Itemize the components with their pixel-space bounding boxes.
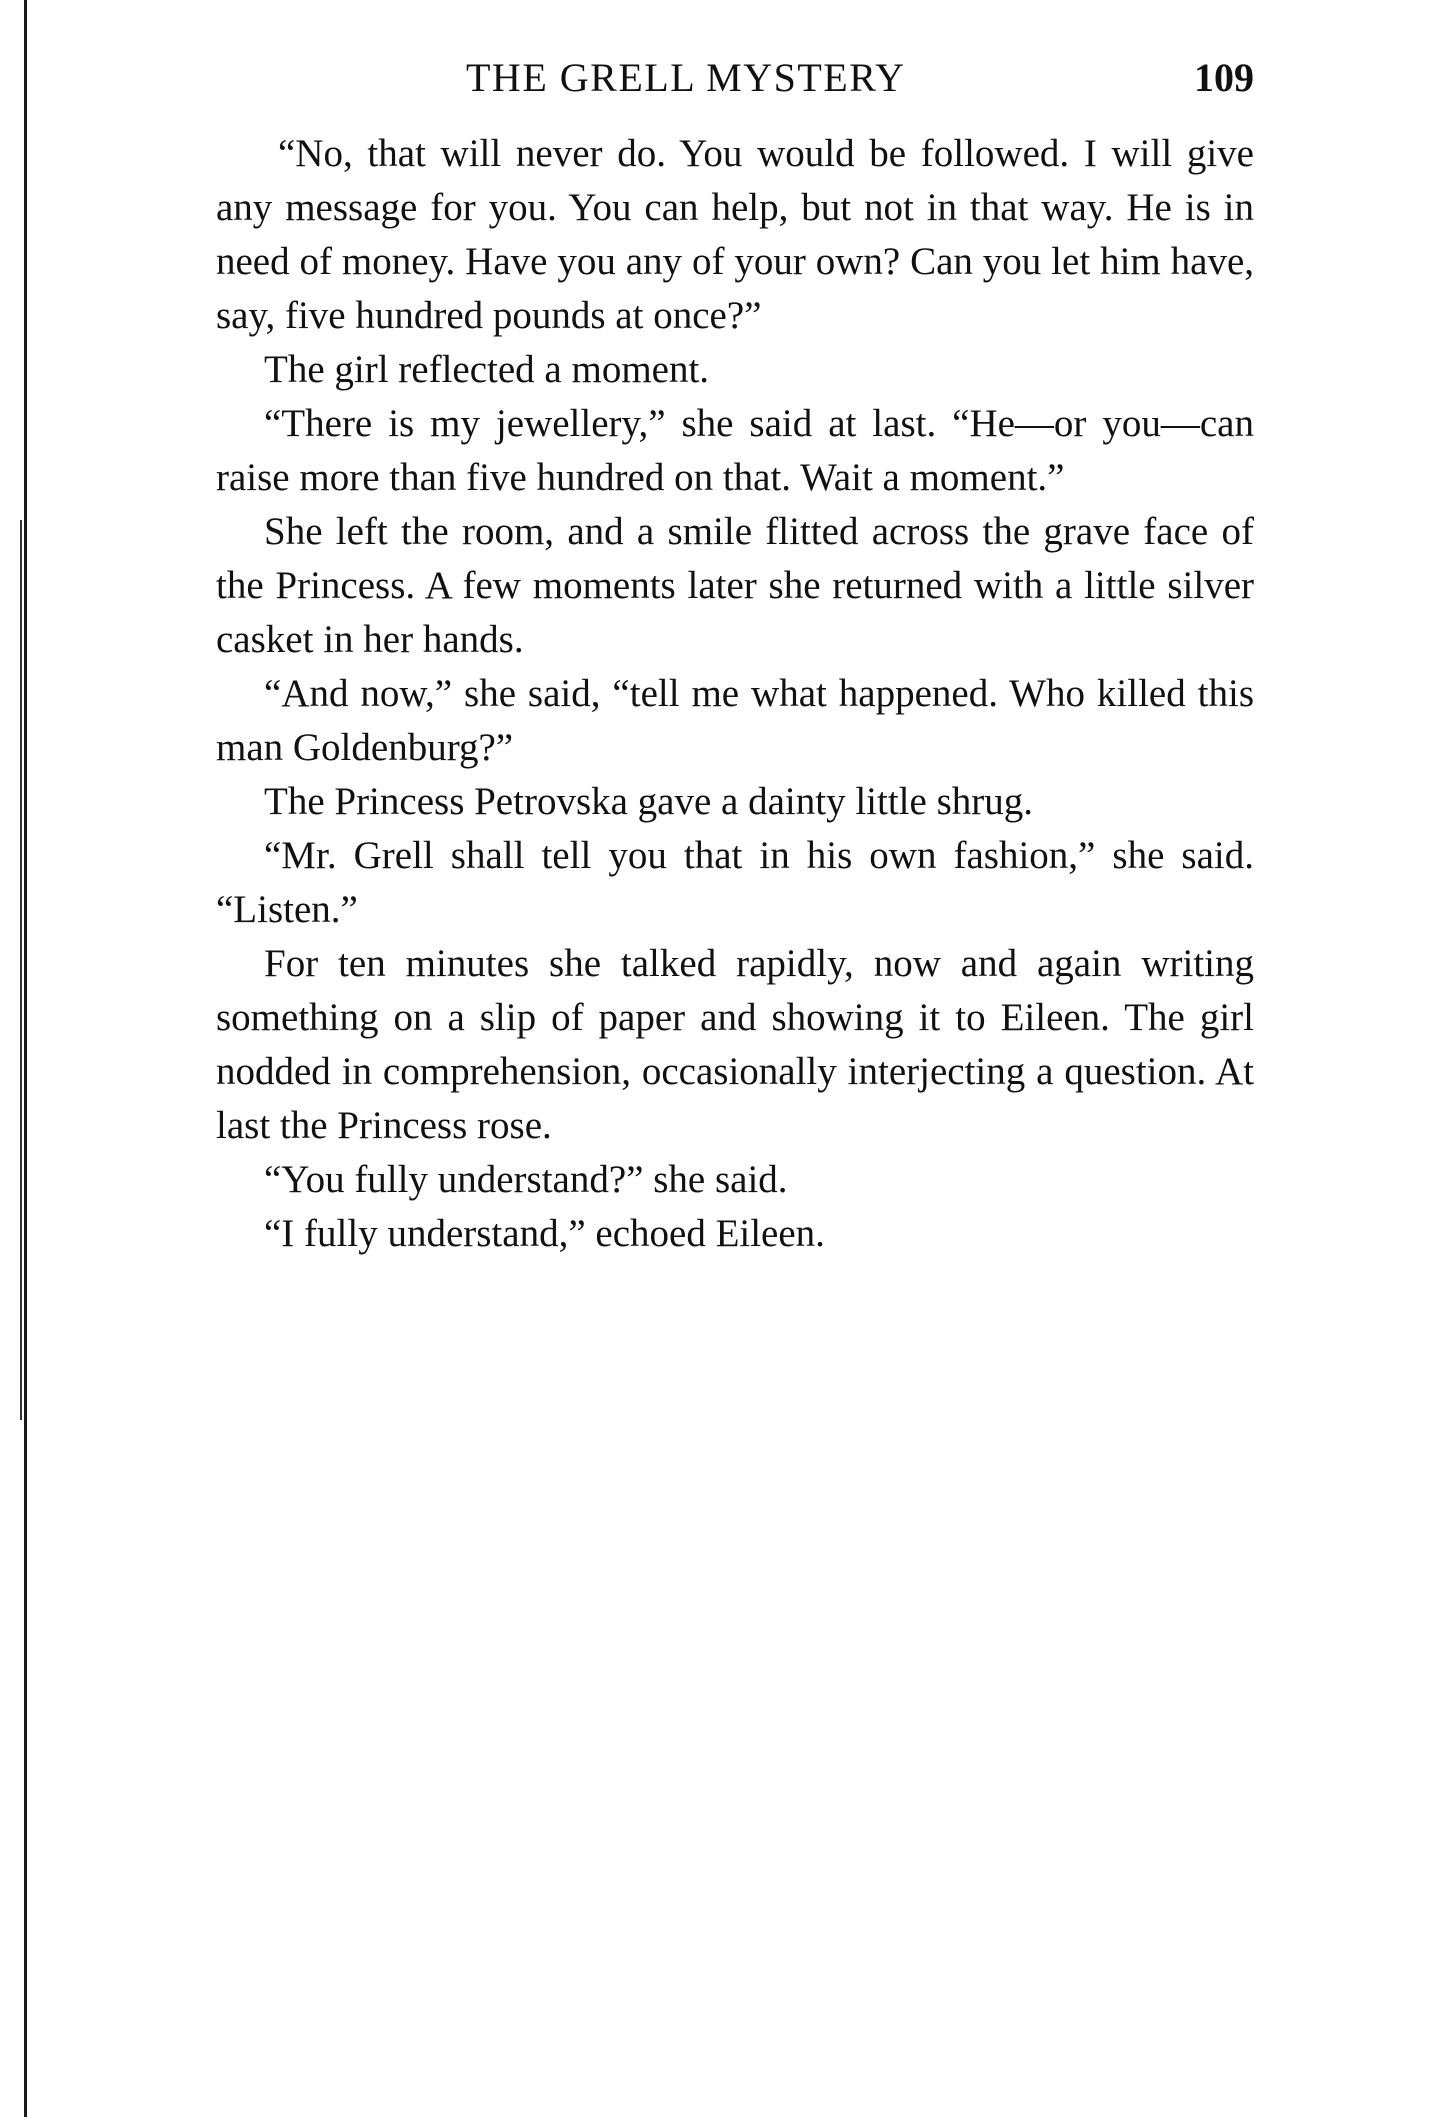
paragraph: She left the room, and a smile flitted across the grave face of the Princess. A few moments later she returned with a little silver casket in her hands. [216, 510, 1254, 661]
binding-edge-shadow [20, 520, 22, 1420]
paragraph: “And now,” she said, “tell me what happened. Who killed this man Goldenburg?” [216, 672, 1254, 769]
paragraph: “I fully understand,” echoed Eileen. [264, 1212, 825, 1255]
paragraph: The Princess Petrovska gave a dainty little shrug. [264, 780, 1033, 823]
page-number: 109 [1194, 55, 1254, 100]
paragraph: “There is my jewellery,” she said at last. “He—or you—can raise more than five hundred on that. Wait a moment.” [216, 402, 1254, 499]
paragraph: The girl reflected a moment. [264, 348, 710, 391]
running-title: THE GRELL MYSTERY [466, 55, 906, 100]
page-header [216, 48, 1254, 108]
paragraph: For ten minutes she talked rapidly, now and again writing something on a slip of paper and showing it to Eileen. The girl nodded in comprehension, occasionally interjecting a question. At last the Princess rose. [216, 942, 1254, 1147]
binding-edge [24, 0, 27, 2117]
paragraph: “Mr. Grell shall tell you that in his own fashion,” she said. “Listen.” [216, 834, 1254, 931]
paragraph: “No, that will never do. You would be followed. I will give any message for you. You can help, but not in that way. He is in need of money. Have you any of your own? Can you let him have, say, five hundred pounds at once?” [216, 132, 1254, 337]
paragraph: “You fully understand?” she said. [264, 1158, 788, 1201]
body-text [216, 127, 1254, 1261]
